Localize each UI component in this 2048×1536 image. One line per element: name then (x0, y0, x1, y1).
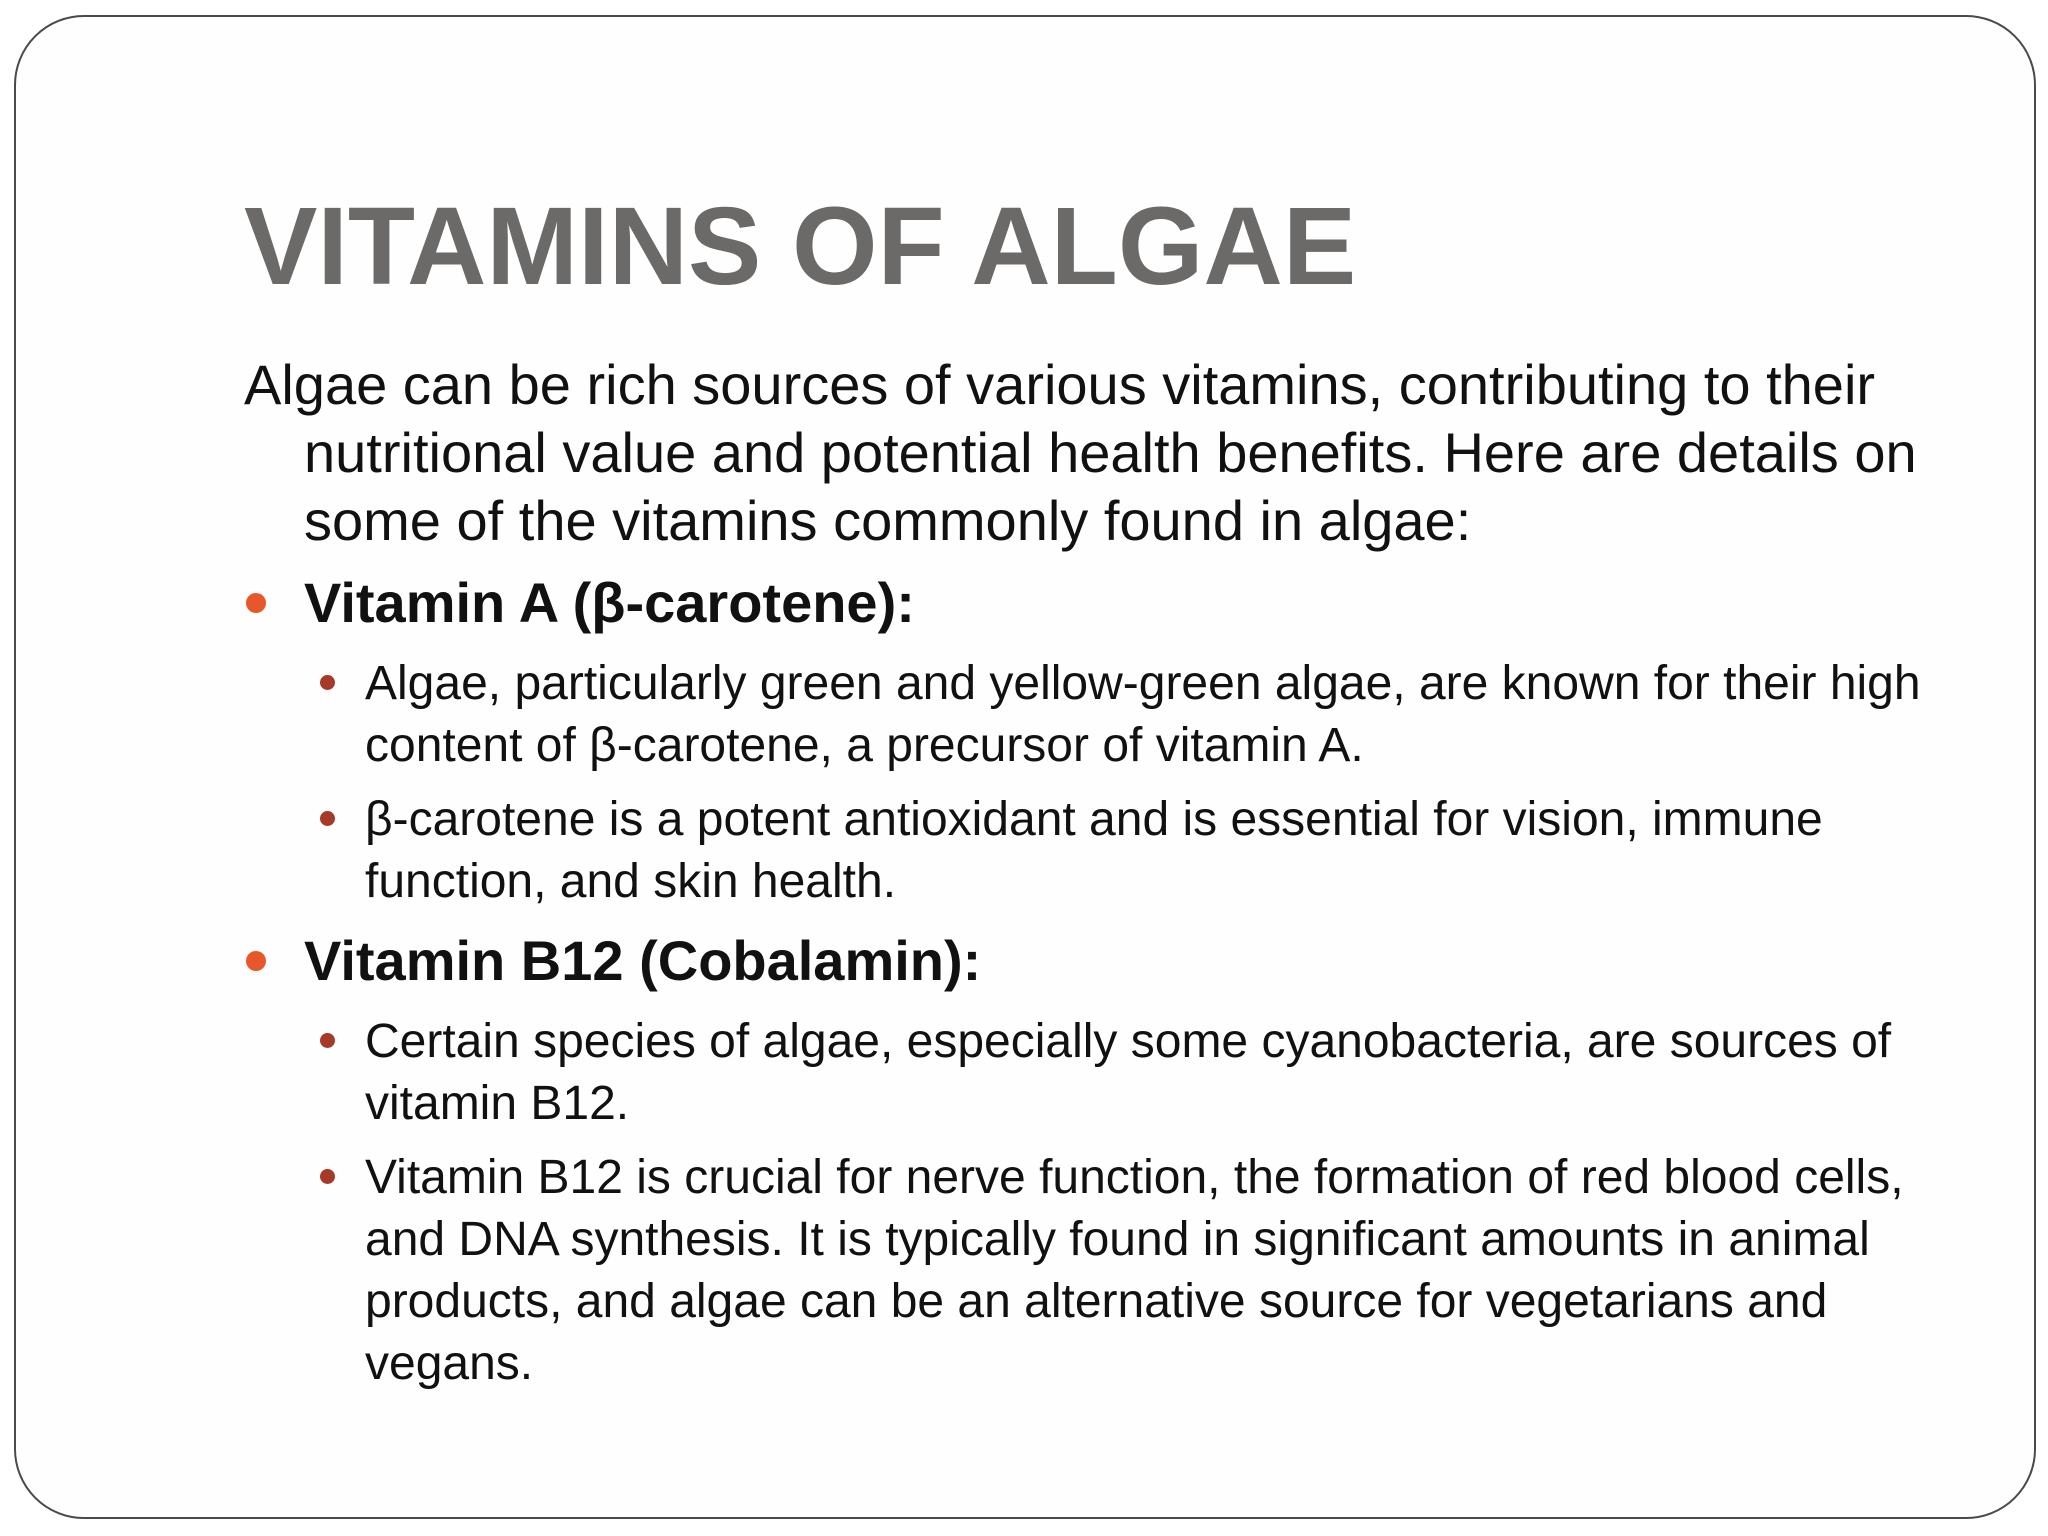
list-item (244, 653, 1944, 777)
slide-frame (14, 15, 2036, 1519)
intro-paragraph: Algae can be rich sources of various vitamins, contributing to their nutritional value and potential health benefits. Here are details on some of the vitamins commonly found in algae: (244, 353, 1917, 552)
list-item-text: Certain species of algae, especially some cyanobacteria, are sources of vitamin B12. (365, 1015, 1892, 1130)
list-item-text: Vitamin B12 is crucial for nerve function, the formation of red blood cells, and DNA synthesis. It is typically found in significant amounts in animal products, and algae can be an alternative source for vegetarians and vegans. (365, 1151, 1904, 1390)
section-heading-vitamin-a (244, 569, 1944, 637)
section-heading-text: Vitamin A (β-carotene): (304, 571, 915, 634)
bullet-icon (320, 1033, 335, 1048)
list-item (244, 1011, 1944, 1135)
section-heading-vitamin-b12 (244, 927, 1944, 995)
list-item (244, 789, 1944, 913)
bullet-icon (320, 811, 335, 826)
bullet-icon (246, 951, 266, 971)
section-heading-text: Vitamin B12 (Cobalamin): (304, 929, 982, 992)
bullet-icon (320, 1169, 335, 1184)
bullet-icon (320, 675, 335, 690)
bullet-icon (246, 593, 266, 613)
slide-title: VITAMINS OF ALGAE (244, 185, 1357, 308)
list-item-text: Algae, particularly green and yellow-green algae, are known for their high content of β-carotene, a precursor of vitamin A. (365, 657, 1921, 772)
list-item-text: β-carotene is a potent antioxidant and is essential for vision, immune function, and skin health. (365, 793, 1823, 908)
list-item (244, 1147, 1944, 1395)
slide-body (244, 351, 1944, 1395)
